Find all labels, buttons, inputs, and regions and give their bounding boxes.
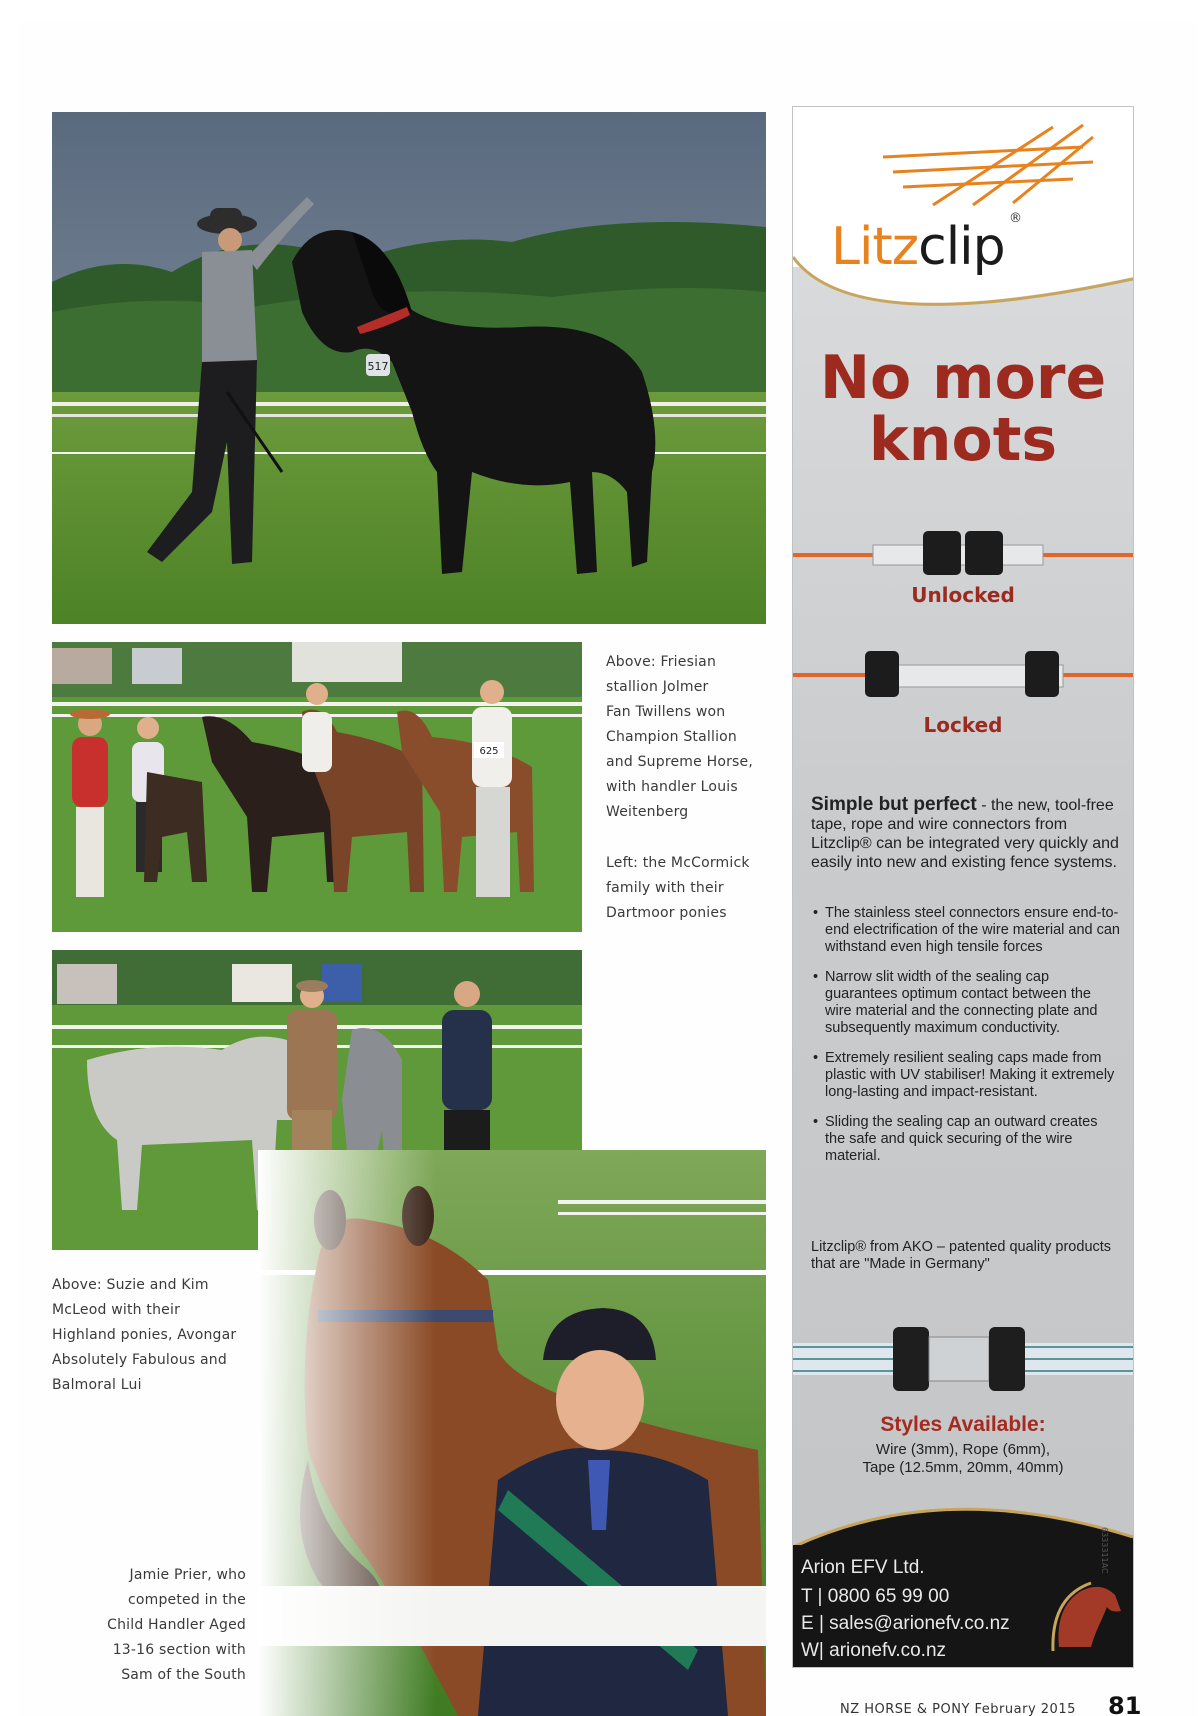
caption-line: Child Handler Aged — [107, 1617, 246, 1633]
feature-item: • Narrow slit width of the sealing cap guarantees optimum contact between the wire material and the connecting plate and subsequently maximum conductivity. — [811, 969, 1121, 1037]
publication-footer: NZ HORSE & PONY February 2015 — [840, 1702, 1076, 1716]
ad-headline — [793, 343, 1133, 475]
feature-list — [811, 905, 1121, 1178]
caption-friesian — [606, 650, 753, 825]
caption-line: family with their — [606, 880, 724, 896]
horse-number-tag: 517 — [367, 360, 389, 373]
contact-email: E | sales@arionefv.co.nz — [801, 1613, 1010, 1634]
caption-line: Left: the McCormick — [606, 855, 750, 871]
logo-part-clip: clip — [918, 217, 1005, 277]
feature-item: • The stainless steel connectors ensure end-to-end electrification of the wire material and can withstand even high tensile forces — [811, 905, 1121, 956]
photo-jamie-prier — [258, 1150, 766, 1716]
label-unlocked: Unlocked — [911, 583, 1015, 607]
page-number: 81 — [1108, 1692, 1142, 1716]
ad-contact-panel — [793, 1545, 1133, 1667]
photo-friesian-stallion — [52, 112, 766, 624]
headline-line: No more — [819, 343, 1107, 413]
caption-line: Highland ponies, Avongar — [52, 1327, 237, 1343]
connector-unlocked-image — [793, 523, 1133, 583]
caption-highland — [52, 1273, 236, 1398]
logo-part-litz: Litz — [831, 217, 919, 277]
caption-line: 13-16 section with — [112, 1642, 246, 1658]
caption-line: Absolutely Fabulous and — [52, 1352, 227, 1368]
caption-line: Fan Twillens won — [606, 704, 726, 720]
registered-mark: ® — [1009, 211, 1022, 226]
headline-line: knots — [868, 405, 1058, 475]
ad-intro — [811, 795, 1121, 872]
caption-jamie — [52, 1563, 246, 1688]
tape-connector-image — [793, 1319, 1133, 1399]
caption-line: stallion Jolmer — [606, 679, 709, 695]
pony-number-tag: 625 — [479, 746, 499, 757]
caption-line: Balmoral Lui — [52, 1377, 142, 1393]
caption-line: with handler Louis — [606, 779, 738, 795]
caption-line: Jamie Prier, who — [129, 1567, 246, 1583]
litzclip-logo — [831, 217, 1005, 277]
styles-list — [793, 1441, 1133, 1477]
ad-code: 6333311AC — [1100, 1527, 1109, 1574]
contact-web: W| arionefv.co.nz — [801, 1640, 947, 1661]
litzclip-advertisement — [792, 106, 1134, 1668]
horse-head-logo-icon — [1051, 1577, 1127, 1655]
contact-phone: T | 0800 65 99 00 — [801, 1586, 950, 1607]
feature-item: • Extremely resilient sealing caps made from plastic with UV stabiliser! Making it extremely long-lasting and impact-resistant. — [811, 1050, 1121, 1101]
magazine-page — [18, 22, 1198, 1716]
caption-line: competed in the — [127, 1592, 246, 1608]
caption-line: Dartmoor ponies — [606, 905, 727, 921]
connector-locked-image — [793, 645, 1133, 705]
caption-line: McLeod with their — [52, 1302, 181, 1318]
caption-line: and Supreme Horse, — [606, 754, 754, 770]
photo-mccormick-family — [52, 642, 582, 932]
styles-line: Tape (12.5mm, 20mm, 40mm) — [862, 1459, 1064, 1476]
caption-line: Above: Friesian — [606, 654, 717, 670]
intro-bold: Simple but perfect — [811, 794, 977, 815]
caption-mccormick — [606, 851, 750, 926]
intro-text: - the new, tool-free tape, rope and wire connectors from Litzclip® can be integrated very quickly and easily into new and existing fence systems. — [811, 797, 1119, 871]
caption-line: Sam of the South — [121, 1667, 246, 1683]
ad-note: Litzclip® from AKO – patented quality products that are "Made in Germany" — [811, 1239, 1112, 1272]
caption-line: Champion Stallion — [606, 729, 737, 745]
litzclip-logo-grid-icon — [873, 117, 1103, 207]
styles-line: Wire (3mm), Rope (6mm), — [875, 1441, 1051, 1458]
caption-line: Above: Suzie and Kim — [52, 1277, 209, 1293]
company-name: Arion EFV Ltd. — [801, 1557, 925, 1578]
caption-line: Weitenberg — [606, 804, 689, 820]
styles-title: Styles Available: — [880, 1413, 1046, 1436]
label-locked: Locked — [923, 713, 1003, 737]
feature-item: • Sliding the sealing cap an outward creates the safe and quick securing of the wire material. — [811, 1114, 1121, 1165]
